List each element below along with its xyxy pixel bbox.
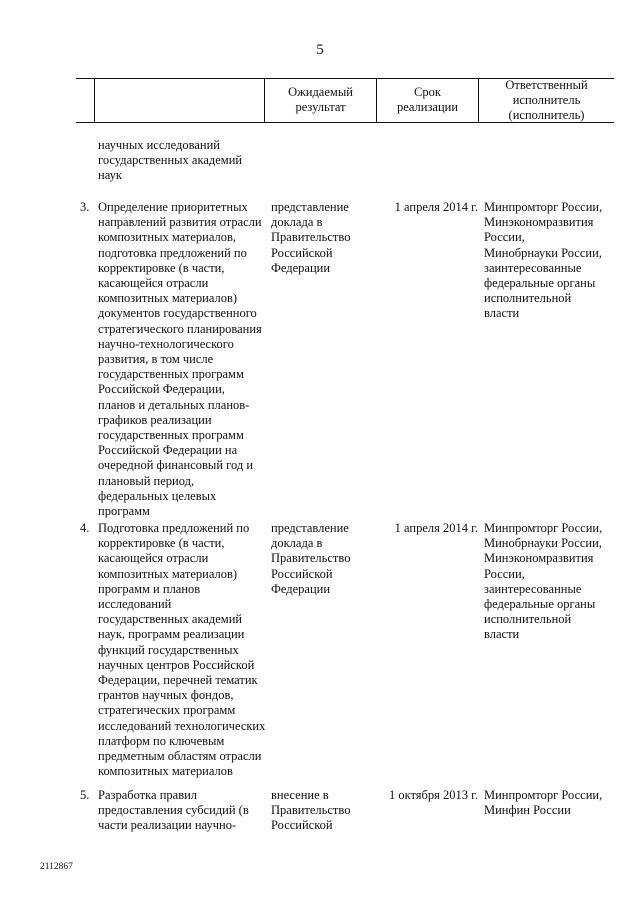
header-col-responsible: Ответственный исполнитель (исполнитель) [505, 77, 588, 122]
row-number: 5. [80, 788, 90, 802]
row-deadline: 1 апреля 2014 г. [394, 521, 478, 535]
row-description: Подготовка предложений по корректировке (в части, касающейся отрасли композитных материалов) программ и планов исследований государственных академий наук, программ реализации функций государственных научных центров Российской Федерации, перечней тематик грантов научных фондов, стратегических программ исследований технологических платформ по ключевым предметным областям отрасли композитных материалов [98, 521, 266, 779]
row-number: 4. [80, 521, 90, 535]
header-col-result: Ожидаемый результат [288, 85, 353, 114]
row-description: Разработка правил предоставления субсидий (в части реализации научно- [98, 788, 249, 833]
page-number: 5 [316, 42, 324, 58]
row-result: представление доклада в Правительство Российской Федерации [271, 521, 351, 596]
header-col-task [95, 78, 264, 122]
row-description: Определение приоритетных направлений развития отрасли композитных материалов, подготовка предложений по корректировке (в части, касающейся отрасли композитных материалов) документов государственного стратегического планирования научно-технологического развития, в том числе государственных программ Российской Федерации, планов и детальных планов- графиков реализации государственных программ Российской Федерации на очередной финансовый год и плановый период, федеральных целевых программ [98, 200, 262, 519]
continuation-text: научных исследований государственных академий наук [98, 138, 243, 183]
row-responsible: Минпромторг России, Минфин России [484, 788, 603, 818]
row-result: представление доклада в Правительство Российской Федерации [271, 200, 351, 275]
row-responsible: Минпромторг России, Минобрнауки России, Минэкономразвития России, заинтересованные федеральные органы исполнительной власти [484, 521, 603, 642]
row-result: внесение в Правительство Российской [271, 788, 351, 833]
document-code: 2112867 [40, 862, 73, 872]
row-number: 3. [80, 200, 90, 214]
row-responsible: Минпромторг России, Минэкономразвития России, Минобрнауки России, заинтересованные федеральные органы исполнительной власти [484, 200, 603, 321]
header-col-deadline: Срок реализации [396, 85, 459, 114]
row-deadline: 1 апреля 2014 г. [394, 200, 478, 214]
row-deadline: 1 октября 2013 г. [388, 788, 478, 802]
